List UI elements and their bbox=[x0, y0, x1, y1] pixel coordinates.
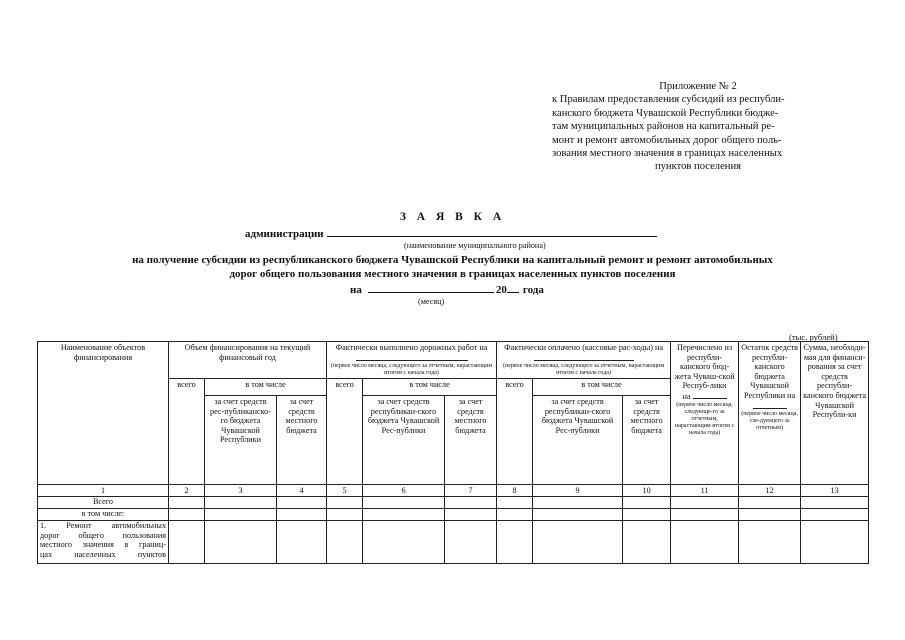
header-col-12-hint: (первое число месяца, сле-дующего за отчетным) bbox=[741, 411, 798, 432]
table-row-item-1 bbox=[38, 521, 869, 564]
header-paid-hint: (первое число месяца, следующего за отчетным, нарастающим итогом с начала года) bbox=[502, 363, 665, 377]
table-cell bbox=[327, 509, 363, 521]
table-cell bbox=[801, 497, 869, 509]
header-including-4: в том числе bbox=[533, 379, 671, 396]
table-cell bbox=[533, 497, 623, 509]
purpose-line-1: на получение субсидии из республиканского бюджета Чувашской Республики на капитальный ремонт и ремонт автомобильных bbox=[132, 254, 773, 266]
administration-blank bbox=[327, 227, 657, 237]
header-group-performed bbox=[327, 342, 497, 379]
header-col-11 bbox=[671, 342, 739, 485]
header-paid-text: Фактически оплачено (кассовые рас-ходы) на bbox=[504, 343, 664, 352]
table-cell bbox=[801, 509, 869, 521]
table-cell bbox=[363, 509, 445, 521]
header-group-financing: Объем финансирования на текущий финансовый год bbox=[169, 342, 327, 379]
row-label-total: Всего bbox=[38, 497, 169, 509]
table-cell bbox=[363, 497, 445, 509]
column-numbers-row bbox=[38, 485, 869, 497]
header-performed-text: Фактически выполнено дорожных работ на bbox=[335, 343, 488, 352]
column-number: 10 bbox=[623, 485, 671, 497]
header-group-paid bbox=[497, 342, 671, 379]
table-cell bbox=[497, 521, 533, 564]
table-cell bbox=[169, 497, 205, 509]
table-cell bbox=[739, 497, 801, 509]
table-cell bbox=[277, 497, 327, 509]
table-cell bbox=[671, 509, 739, 521]
column-number: 5 bbox=[327, 485, 363, 497]
column-number: 7 bbox=[445, 485, 497, 497]
table-cell bbox=[801, 521, 869, 564]
column-number: 8 bbox=[497, 485, 533, 497]
table-cell bbox=[671, 521, 739, 564]
header-performed-hint: (первое число месяца, следующего за отчетным, нарастающим итогом с начала года) bbox=[330, 363, 493, 377]
table-cell bbox=[739, 521, 801, 564]
header-sub-rb-3: за счет средств республикан-ского бюджета Чувашской Рес-публики bbox=[363, 396, 445, 485]
row-label-item-1-line: дорог общего пользования bbox=[40, 530, 166, 540]
table-cell bbox=[497, 497, 533, 509]
header-row-1 bbox=[38, 342, 869, 379]
table-cell bbox=[445, 509, 497, 521]
header-total-2: всего bbox=[169, 379, 205, 485]
purpose-line-2: дорог общего пользования местного значения в границах населенных пунктов поселения bbox=[229, 268, 676, 280]
table-cell bbox=[739, 509, 801, 521]
period-hint: (месяц) bbox=[418, 297, 445, 306]
col-12-date-blank bbox=[753, 401, 787, 409]
col-11-date-blank bbox=[693, 391, 727, 399]
row-label-item-1-line: местного значения в границ- bbox=[40, 540, 166, 550]
header-col-11-na: на bbox=[682, 391, 691, 401]
header-col-11-hint: (первое число месяца, следующе-го за отчетным, нарастающим итогом с начала года) bbox=[675, 401, 735, 436]
table-cell bbox=[623, 509, 671, 521]
table-cell bbox=[205, 509, 277, 521]
paid-date-blank bbox=[534, 353, 634, 361]
period-suffix: года bbox=[522, 284, 544, 296]
table-cell bbox=[533, 509, 623, 521]
header-sub-mb-2: за счет средств местного бюджета bbox=[277, 396, 327, 485]
performed-date-blank bbox=[356, 353, 468, 361]
column-number: 1 bbox=[38, 485, 169, 497]
table-cell bbox=[497, 509, 533, 521]
header-total-4: всего bbox=[497, 379, 533, 485]
appendix-line: монт и ремонт автомобильных дорог общего поль- bbox=[552, 134, 782, 146]
column-number: 3 bbox=[205, 485, 277, 497]
header-col-11-text: Перечислено из республи-канского бюд-жета Чуваш-ской Респуб-лики bbox=[674, 343, 735, 391]
header-col-1: Наименование объектов финансирования bbox=[38, 342, 169, 485]
row-label-item-1-line: 1. Ремонт автомобильных bbox=[40, 521, 166, 530]
column-number: 6 bbox=[363, 485, 445, 497]
table-row-total bbox=[38, 497, 869, 509]
column-number: 4 bbox=[277, 485, 327, 497]
header-sub-rb-2: за счет средств рес-публиканско-го бюджета Чувашской Республики bbox=[205, 396, 277, 485]
table-cell bbox=[623, 521, 671, 564]
header-sub-rb-4: за счет средств республикан-ского бюджета Чувашской Рес-публики bbox=[533, 396, 623, 485]
column-number: 12 bbox=[739, 485, 801, 497]
row-label-including: в том числе: bbox=[38, 509, 169, 521]
appendix-line: к Правилам предоставления субсидий из республи- bbox=[552, 94, 785, 106]
period-prefix: на bbox=[350, 284, 362, 296]
table-cell bbox=[327, 497, 363, 509]
table-cell bbox=[363, 521, 445, 564]
header-total-3: всего bbox=[327, 379, 363, 485]
header-sub-mb-4: за счет средств местного бюджета bbox=[623, 396, 671, 485]
table-cell bbox=[623, 497, 671, 509]
table-cell bbox=[277, 509, 327, 521]
column-number: 13 bbox=[801, 485, 869, 497]
application-table bbox=[37, 341, 869, 564]
table-row-including bbox=[38, 509, 869, 521]
table-cell bbox=[533, 521, 623, 564]
appendix-line: зования местного значения в границах населенных bbox=[552, 148, 783, 160]
column-number: 2 bbox=[169, 485, 205, 497]
appendix-last-line: пунктов поселения bbox=[654, 161, 742, 173]
appendix-line: там муниципальных районов на капитальный ре- bbox=[552, 121, 775, 133]
table-cell bbox=[445, 521, 497, 564]
header-sub-mb-3: за счет средств местного бюджета bbox=[445, 396, 497, 485]
units-label: (тыс. рублей) bbox=[789, 332, 838, 342]
header-col-12-text: Остаток средств республи-канского бюджета Чувашской Республики на bbox=[741, 343, 798, 400]
administration-hint: (наименование муниципального района) bbox=[404, 241, 546, 250]
appendix-title: Приложение № 2 bbox=[659, 81, 737, 92]
table-cell bbox=[445, 497, 497, 509]
period-year-prefix: 20 bbox=[495, 284, 507, 296]
appendix-block bbox=[552, 80, 844, 174]
appendix-line: канского бюджета Чувашской Республики бюдже- bbox=[552, 107, 779, 119]
document-title: З А Я В К А bbox=[399, 211, 506, 223]
header-including-3: в том числе bbox=[363, 379, 497, 396]
column-number: 9 bbox=[533, 485, 623, 497]
column-number: 11 bbox=[671, 485, 739, 497]
table-cell bbox=[205, 521, 277, 564]
period-line bbox=[350, 283, 544, 296]
header-col-13: Сумма, необходи-мая для финанси-рования за счет средств республи-канского бюджета Чувашской Республи-ки bbox=[801, 342, 869, 485]
table-cell bbox=[169, 509, 205, 521]
table-cell bbox=[205, 497, 277, 509]
table-cell bbox=[327, 521, 363, 564]
row-label-item-1-line: цах населенных пунктов bbox=[40, 549, 166, 559]
period-year-blank bbox=[507, 283, 519, 293]
header-col-12 bbox=[739, 342, 801, 485]
administration-label: администрации bbox=[245, 228, 324, 240]
administration-line bbox=[245, 227, 657, 240]
table-cell bbox=[671, 497, 739, 509]
table-cell bbox=[277, 521, 327, 564]
table-cell bbox=[169, 521, 205, 564]
row-label-item-1 bbox=[38, 521, 169, 564]
header-including-2: в том числе bbox=[205, 379, 327, 396]
period-month-blank bbox=[368, 283, 494, 293]
